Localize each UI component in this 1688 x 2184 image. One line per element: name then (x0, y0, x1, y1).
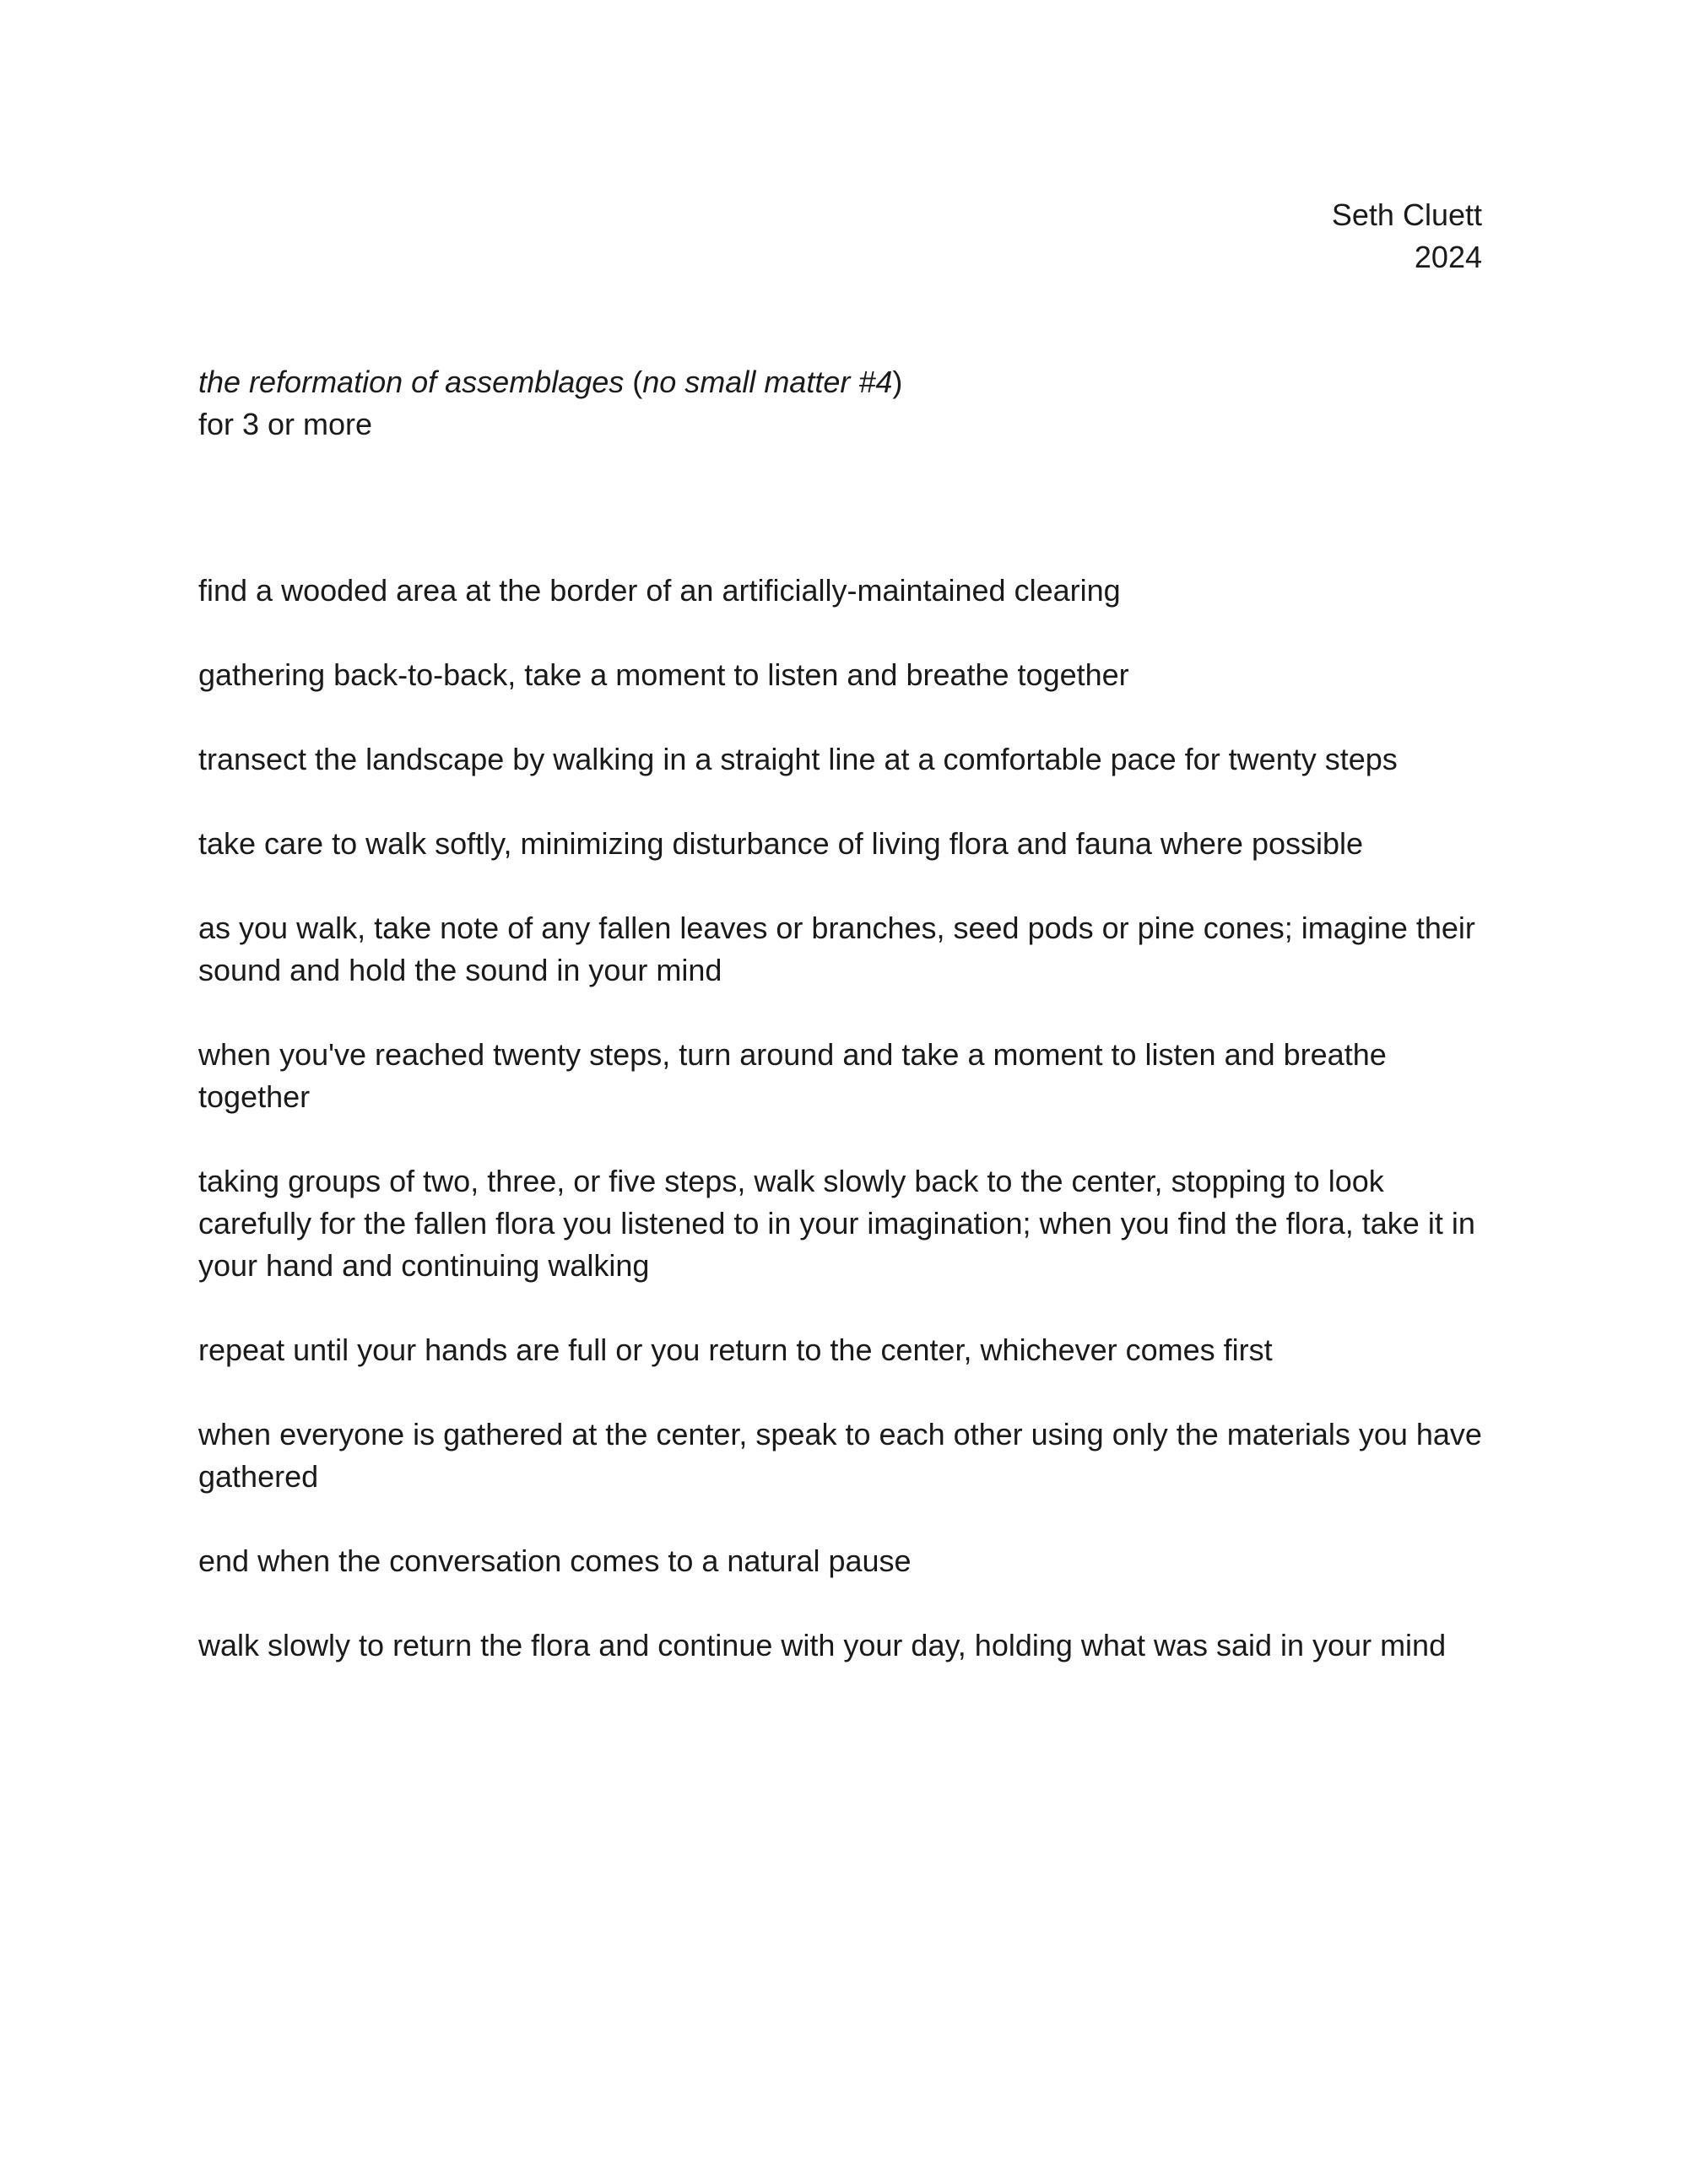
instruction-item: repeat until your hands are full or you return to the center, whichever comes first (198, 1333, 1273, 1367)
author-block (1332, 194, 1482, 278)
instruction-item: when you've reached twenty steps, turn around and take a moment to listen and breathe together (198, 1037, 1387, 1114)
piece-title: the reformation of assemblages (198, 365, 625, 399)
instruction-item: taking groups of two, three, or five steps, walk slowly back to the center, stopping to look carefully for the fallen flora you listened to in your imagination; when you find the flora, take it in your hand and continuing walking (198, 1164, 1475, 1283)
instruction-item: find a wooded area at the border of an artificially-maintained clearing (198, 573, 1121, 608)
instrumentation: for 3 or more (198, 407, 373, 441)
instruction-item: as you walk, take note of any fallen leaves or branches, seed pods or pine cones; imagine their sound and hold the sound in your mind (198, 911, 1475, 987)
piece-subtitle: no small matter #4 (642, 365, 893, 399)
instruction-item: gathering back-to-back, take a moment to listen and breathe together (198, 657, 1129, 692)
instruction-item: end when the conversation comes to a natural pause (198, 1543, 912, 1578)
instruction-item: transect the landscape by walking in a straight line at a comfortable pace for twenty steps (198, 742, 1398, 776)
instructions-list (198, 570, 1494, 1709)
year: 2024 (1414, 240, 1482, 274)
instruction-item: take care to walk softly, minimizing disturbance of living flora and fauna where possible (198, 826, 1364, 861)
author-name: Seth Cluett (1331, 197, 1482, 232)
subtitle-close-paren: ) (892, 365, 903, 399)
instruction-item: walk slowly to return the flora and continue with your day, holding what was said in your mind (198, 1628, 1447, 1662)
title-block (198, 361, 902, 446)
subtitle-open-paren: ( (624, 365, 643, 399)
instruction-item: when everyone is gathered at the center, speak to each other using only the materials you have gathered (198, 1417, 1482, 1494)
piece-title-line (198, 361, 902, 403)
